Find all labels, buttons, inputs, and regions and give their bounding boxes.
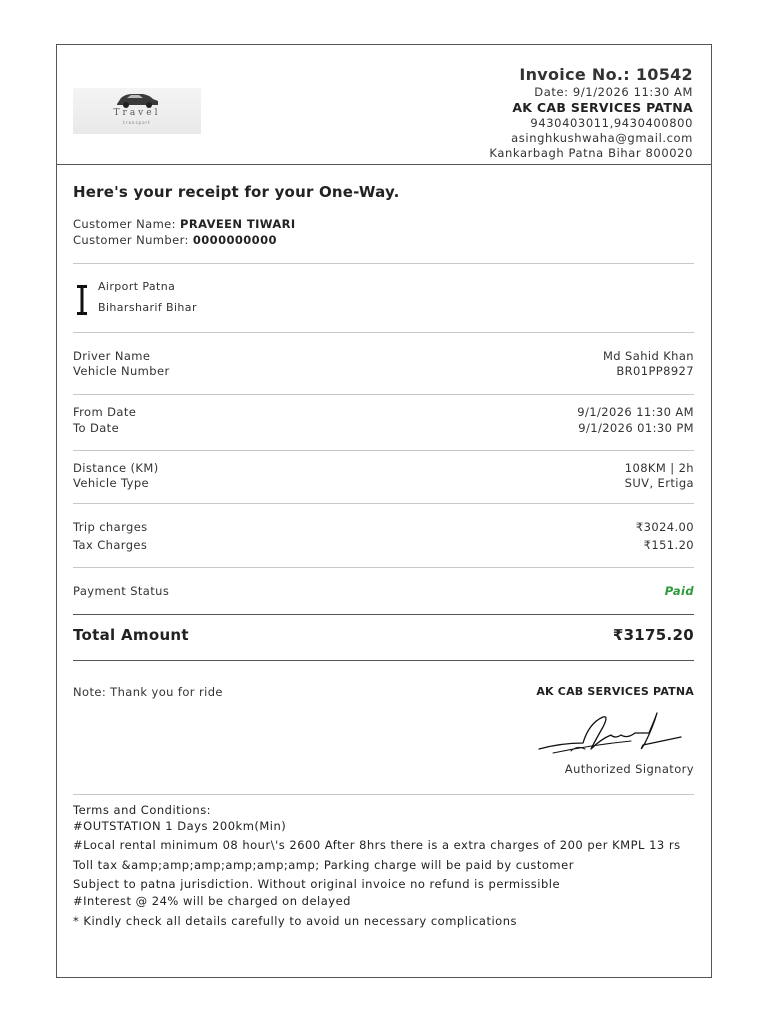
- total-bottom-divider: [73, 660, 694, 661]
- total-label: Total Amount: [73, 626, 189, 644]
- invoice-frame: [56, 44, 712, 978]
- total-top-divider: [73, 614, 694, 615]
- distance-label: Distance (KM): [73, 461, 159, 475]
- invoice-date: Date: 9/1/2026 11:30 AM: [534, 85, 693, 99]
- company-name: AK CAB SERVICES PATNA: [512, 100, 693, 115]
- to-date-value: 9/1/2026 01:30 PM: [578, 421, 694, 435]
- total-amount: ₹3175.20: [612, 626, 694, 644]
- header-divider: [57, 164, 711, 165]
- trip-charges-row: [73, 520, 694, 536]
- terms-item: Subject to patna jurisdiction. Without original invoice no refund is permissible: [73, 877, 561, 891]
- terms-item: #OUTSTATION 1 Days 200km(Min): [73, 819, 287, 833]
- vehicle-type-value: SUV, Ertiga: [624, 476, 694, 490]
- invoice-number: Invoice No.: 10542: [519, 65, 693, 84]
- divider: [73, 332, 694, 333]
- divider: [73, 503, 694, 504]
- distance-value: 108KM | 2h: [624, 461, 694, 475]
- terms-item: #Interest @ 24% will be charged on delayed: [73, 893, 351, 908]
- from-date-row: [73, 405, 694, 421]
- tax-charges-label: Tax Charges: [73, 538, 148, 552]
- divider: [73, 394, 694, 395]
- driver-name-row: [73, 349, 694, 365]
- receipt-title: Here's your receipt for your One-Way.: [73, 183, 400, 201]
- vehicle-number-label: Vehicle Number: [73, 364, 170, 378]
- payment-status-label: Payment Status: [73, 584, 170, 598]
- route-to: Biharsharif Bihar: [98, 301, 197, 314]
- customer-number-label: Customer Number:: [73, 233, 189, 247]
- terms-item: Toll tax &amp;amp;amp;amp;amp;amp; Parking charge will be paid by customer: [73, 857, 574, 872]
- driver-name-value: Md Sahid Khan: [602, 349, 694, 363]
- company-phone: 9430403011,9430400800: [530, 116, 693, 130]
- distance-row: [73, 461, 694, 477]
- tax-charges-row: [73, 538, 694, 554]
- customer-name-label: Customer Name:: [73, 217, 176, 231]
- customer-number: 0000000000: [192, 233, 277, 247]
- vehicle-type-row: [73, 476, 694, 492]
- route-from: Airport Patna: [98, 280, 176, 293]
- to-date-label: To Date: [73, 421, 120, 435]
- authorized-signatory: Authorized Signatory: [564, 762, 694, 776]
- trip-charges-label: Trip charges: [73, 520, 148, 534]
- company-logo: [73, 88, 201, 134]
- signature-image: [531, 709, 691, 757]
- signature-company: AK CAB SERVICES PATNA: [536, 685, 694, 698]
- driver-name-label: Driver Name: [73, 349, 151, 363]
- vehicle-number-value: BR01PP8927: [616, 364, 694, 378]
- tax-charges-value: ₹151.20: [643, 538, 694, 552]
- company-email: asinghkushwaha@gmail.com: [511, 131, 693, 145]
- terms-item: * Kindly check all details carefully to avoid un necessary complications: [73, 913, 517, 928]
- divider: [73, 450, 694, 451]
- divider: [73, 794, 694, 795]
- customer-name-line: [73, 217, 296, 231]
- logo-text: Travel: [113, 108, 161, 118]
- terms-title: Terms and Conditions:: [73, 803, 212, 817]
- vehicle-type-label: Vehicle Type: [73, 476, 149, 490]
- customer-name: PRAVEEN TIWARI: [179, 217, 296, 231]
- invoice-header: [489, 65, 693, 161]
- to-date-row: [73, 421, 694, 437]
- trip-charges-value: ₹3024.00: [635, 520, 694, 534]
- vehicle-number-row: [73, 364, 694, 380]
- thank-you-note: Note: Thank you for ride: [73, 685, 223, 699]
- divider: [73, 263, 694, 264]
- company-address: Kankarbagh Patna Bihar 800020: [489, 146, 693, 160]
- payment-status-badge: Paid: [664, 584, 694, 598]
- from-date-label: From Date: [73, 405, 137, 419]
- payment-status-row: [73, 584, 694, 600]
- route-icon: [77, 285, 87, 315]
- divider: [73, 567, 694, 568]
- from-date-value: 9/1/2026 11:30 AM: [577, 405, 694, 419]
- car-icon: [113, 90, 161, 110]
- terms-and-conditions: [73, 802, 694, 929]
- customer-number-line: [73, 233, 277, 247]
- logo-subtext: transport: [123, 120, 151, 125]
- terms-item: #Local rental minimum 08 hour\'s 2600 After 8hrs there is a extra charges of 200 per KMPL 13 rs: [73, 838, 681, 852]
